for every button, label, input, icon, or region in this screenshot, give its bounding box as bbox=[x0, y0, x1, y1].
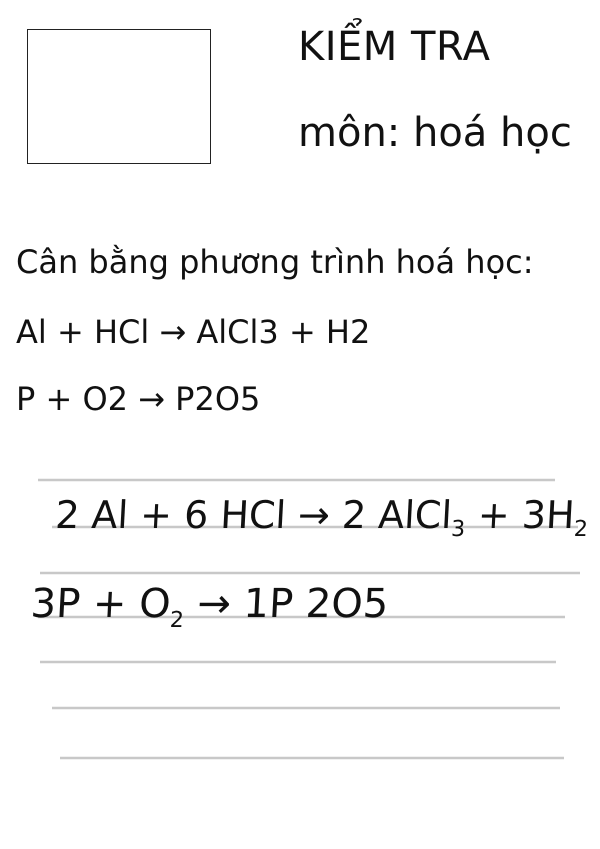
answer-2-main: 3P + O bbox=[29, 581, 172, 627]
answer-1-sub: 3 bbox=[450, 517, 466, 542]
equation-1: Al + HCl → AlCl3 + H2 bbox=[16, 313, 371, 351]
name-box bbox=[27, 29, 211, 164]
exercise-prompt: Cân bằng phương trình hoá học: bbox=[16, 243, 534, 281]
answer-sheet bbox=[0, 465, 600, 775]
page-title: KIỂM TRA bbox=[298, 24, 491, 70]
equation-2: P + O2 → P2O5 bbox=[16, 380, 261, 418]
answer-1-mid: + 3H bbox=[464, 493, 576, 537]
answer-2 bbox=[29, 581, 389, 633]
answer-1-sub2: 2 bbox=[573, 517, 589, 542]
subject-label: môn: hoá học bbox=[298, 110, 572, 156]
answer-2-rest: → 1P 2O5 bbox=[183, 581, 390, 627]
answer-1-main: 2 Al + 6 HCl → 2 AlCl bbox=[54, 493, 454, 537]
answer-2-sub: 2 bbox=[169, 608, 185, 633]
answer-1 bbox=[54, 493, 590, 542]
